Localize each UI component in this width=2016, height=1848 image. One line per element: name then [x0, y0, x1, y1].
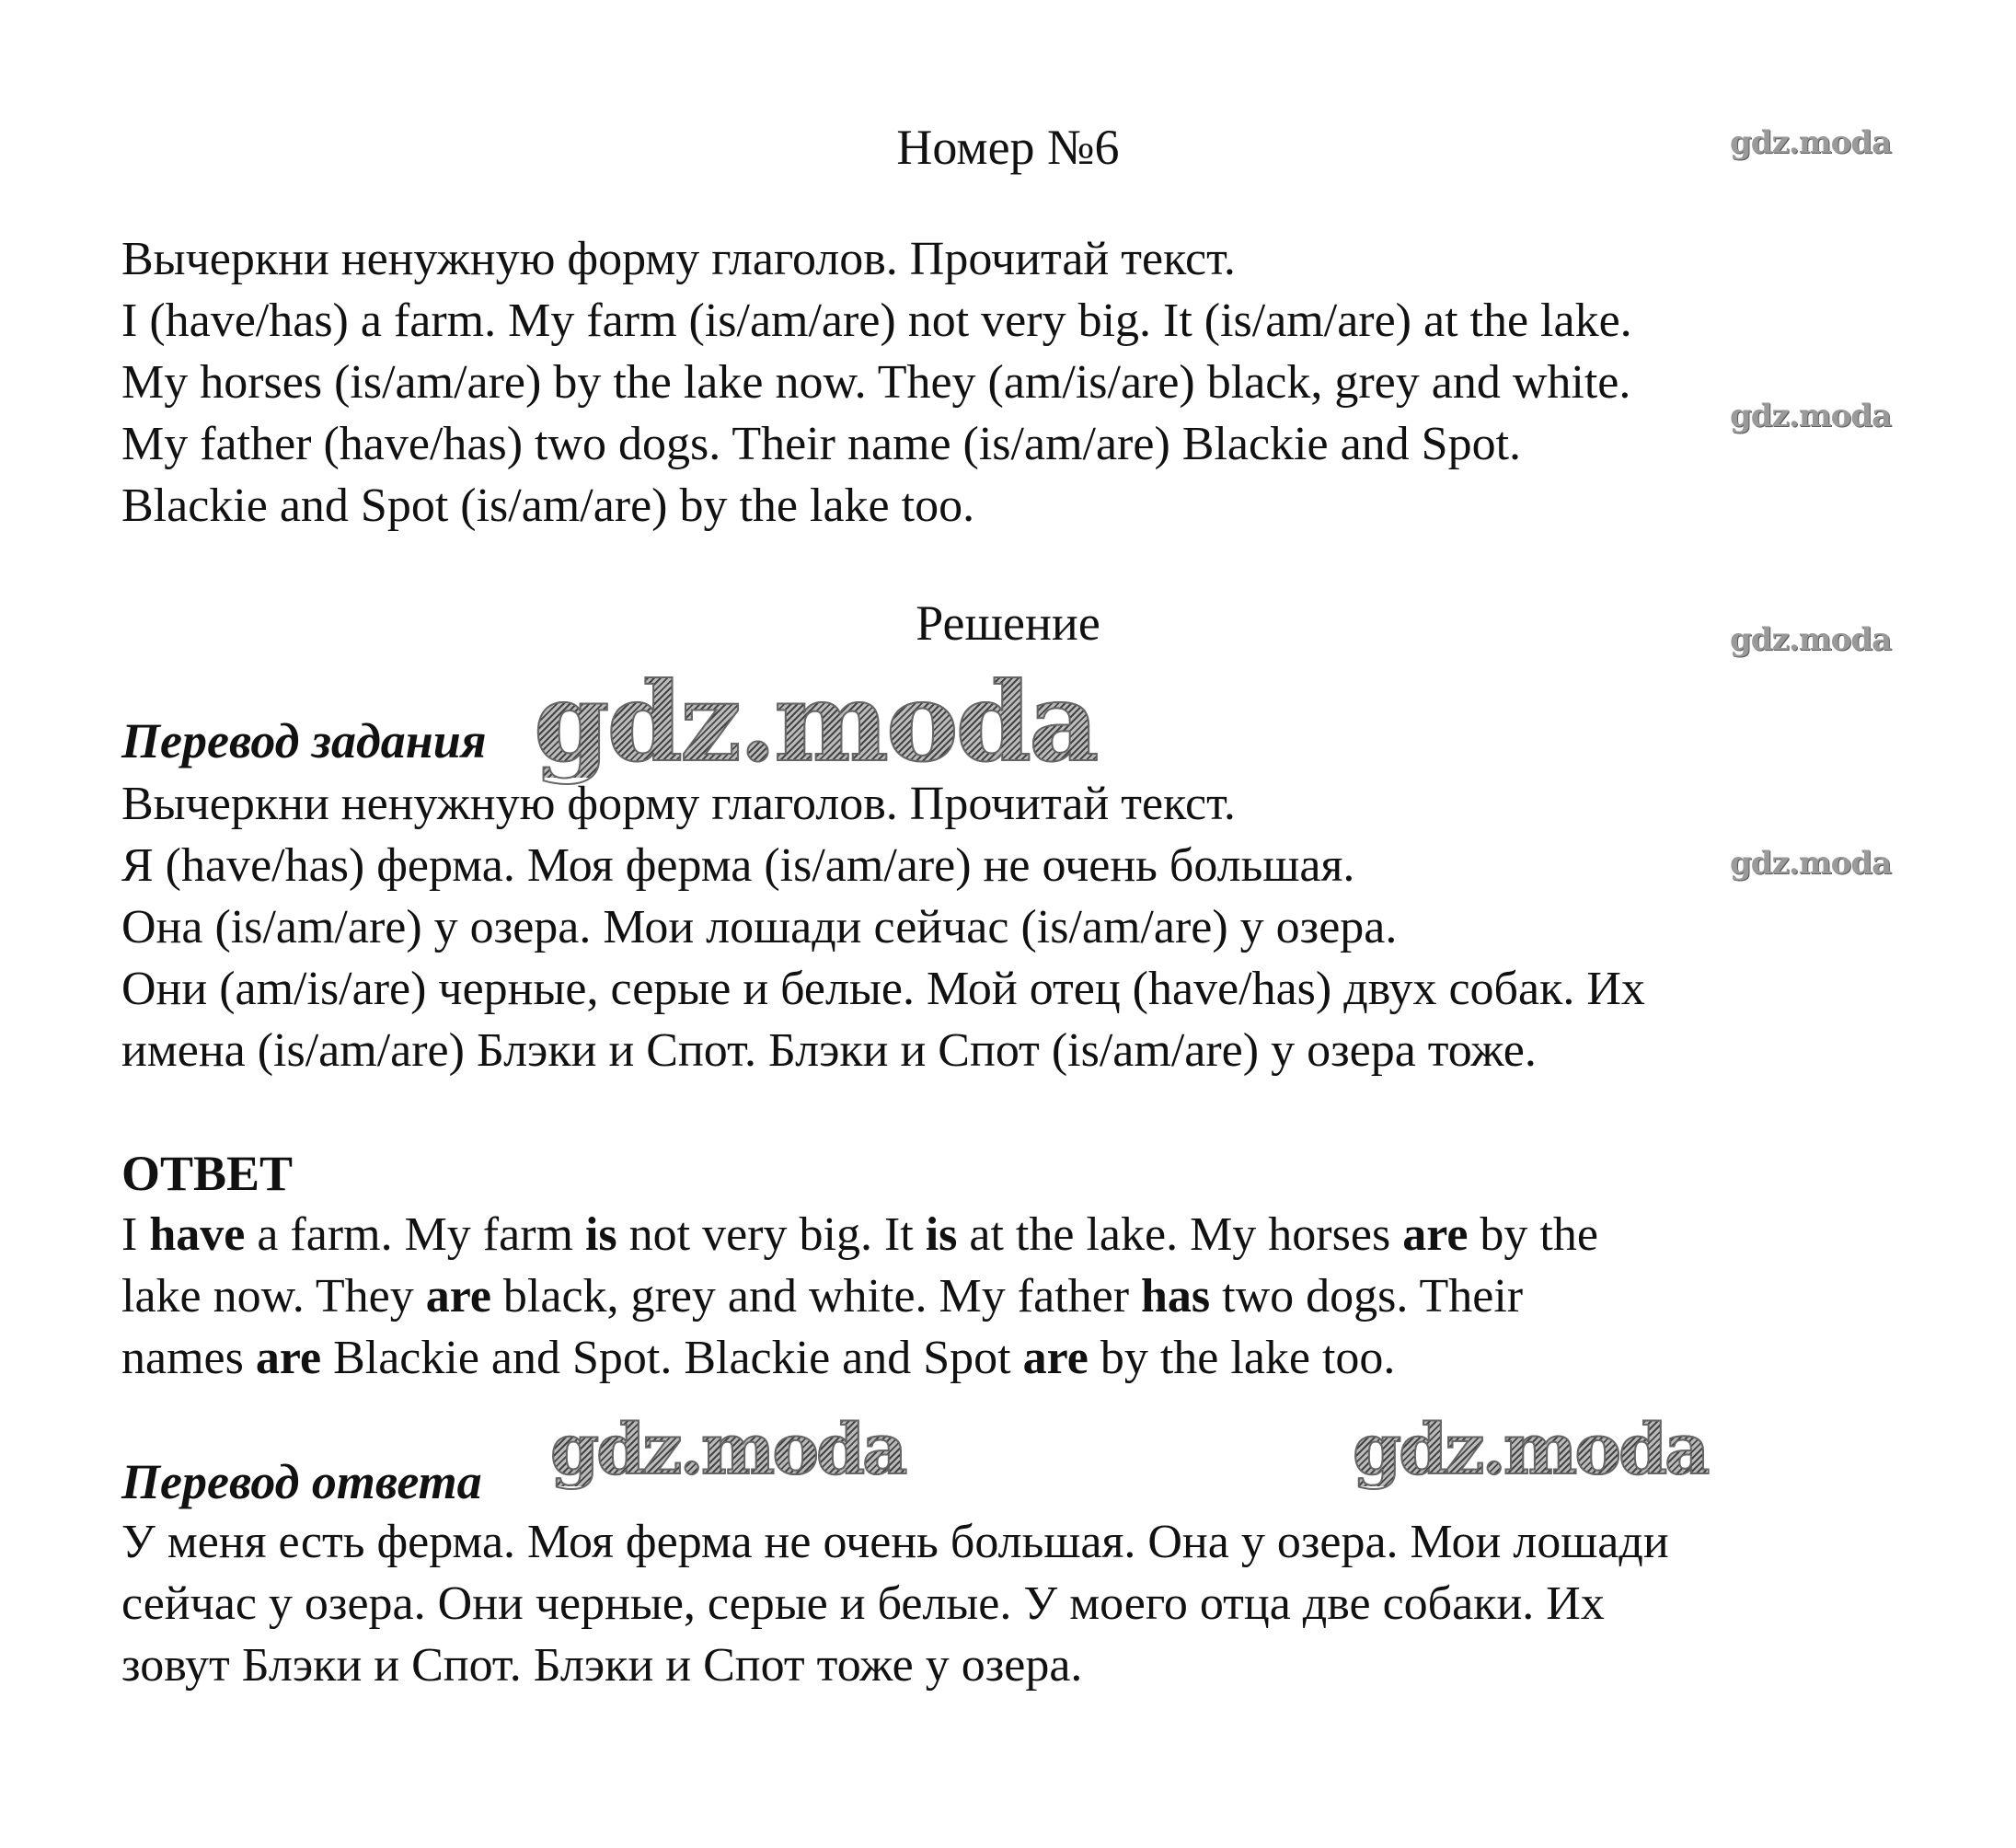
answer-translation-text: [121, 1511, 1925, 1696]
answer-translation-line: зовут Блэки и Спот. Блэки и Спот тоже у озера.: [121, 1639, 1083, 1692]
watermark-logo: gdz.moda: [1730, 398, 1892, 434]
answer-line: lake now. They are black, grey and white. My father has two dogs. Their: [121, 1270, 1524, 1322]
task-line: I (have/has) a farm. My farm (is/am/are) not very big. It (is/am/are) at the lake.: [121, 295, 1632, 347]
answer-text: [121, 1204, 1925, 1389]
task-translation-text: [121, 773, 1925, 1081]
task-translation-line: Она (is/am/are) у озера. Мои лошади сейчас (is/am/are) у озера.: [121, 901, 1398, 953]
task-translation-line: Я (have/has) ферма. Моя ферма (is/am/are) не очень большая.: [121, 839, 1355, 892]
answer-translation-line: сейчас у озера. Они черные, серые и белые. У моего отца две собаки. Их: [121, 1577, 1605, 1630]
watermark-logo-large: gdz.moda: [1353, 1408, 1708, 1490]
task-translation-heading: Перевод задания: [121, 713, 487, 768]
task-line: Blackie and Spot (is/am/are) by the lake too.: [121, 479, 975, 532]
answer-translation-line: У меня есть ферма. Моя ферма не очень большая. Она у озера. Мои лошади: [121, 1516, 1669, 1568]
watermark-logo: gdz.moda: [1730, 124, 1892, 161]
task-line: Вычеркни ненужную форму глаголов. Прочитай текст.: [121, 233, 1236, 285]
answer-line: names are Blackie and Spot. Blackie and Spot are by the lake too.: [121, 1332, 1396, 1384]
task-translation-line: имена (is/am/are) Блэки и Спот. Блэки и Спот (is/am/are) у озера тоже.: [121, 1024, 1537, 1077]
solution-title: Решение: [916, 595, 1100, 651]
task-line: My horses (is/am/are) by the lake now. They (am/is/are) black, grey and white.: [121, 356, 1631, 409]
task-translation-line: Вычеркни ненужную форму глаголов. Прочитай текст.: [121, 778, 1236, 830]
answer-translation-heading: Перевод ответа: [121, 1454, 482, 1509]
watermark-logo-large: gdz.moda: [534, 658, 1097, 786]
task-line: My father (have/has) two dogs. Their name (is/am/are) Blackie and Spot.: [121, 418, 1522, 470]
watermark-logo: gdz.moda: [1730, 845, 1892, 882]
answer-heading: ОТВЕТ: [121, 1146, 294, 1201]
task-title: Номер №6: [896, 120, 1120, 175]
watermark-logo: gdz.moda: [1730, 621, 1892, 658]
task-text: [121, 228, 1925, 537]
answer-line: I have a farm. My farm is not very big. It is at the lake. My horses are by the: [121, 1208, 1598, 1261]
watermark-logo-large: gdz.moda: [550, 1408, 905, 1490]
task-translation-line: Они (am/is/are) черные, серые и белые. Мой отец (have/has) двух собак. Их: [121, 963, 1645, 1015]
